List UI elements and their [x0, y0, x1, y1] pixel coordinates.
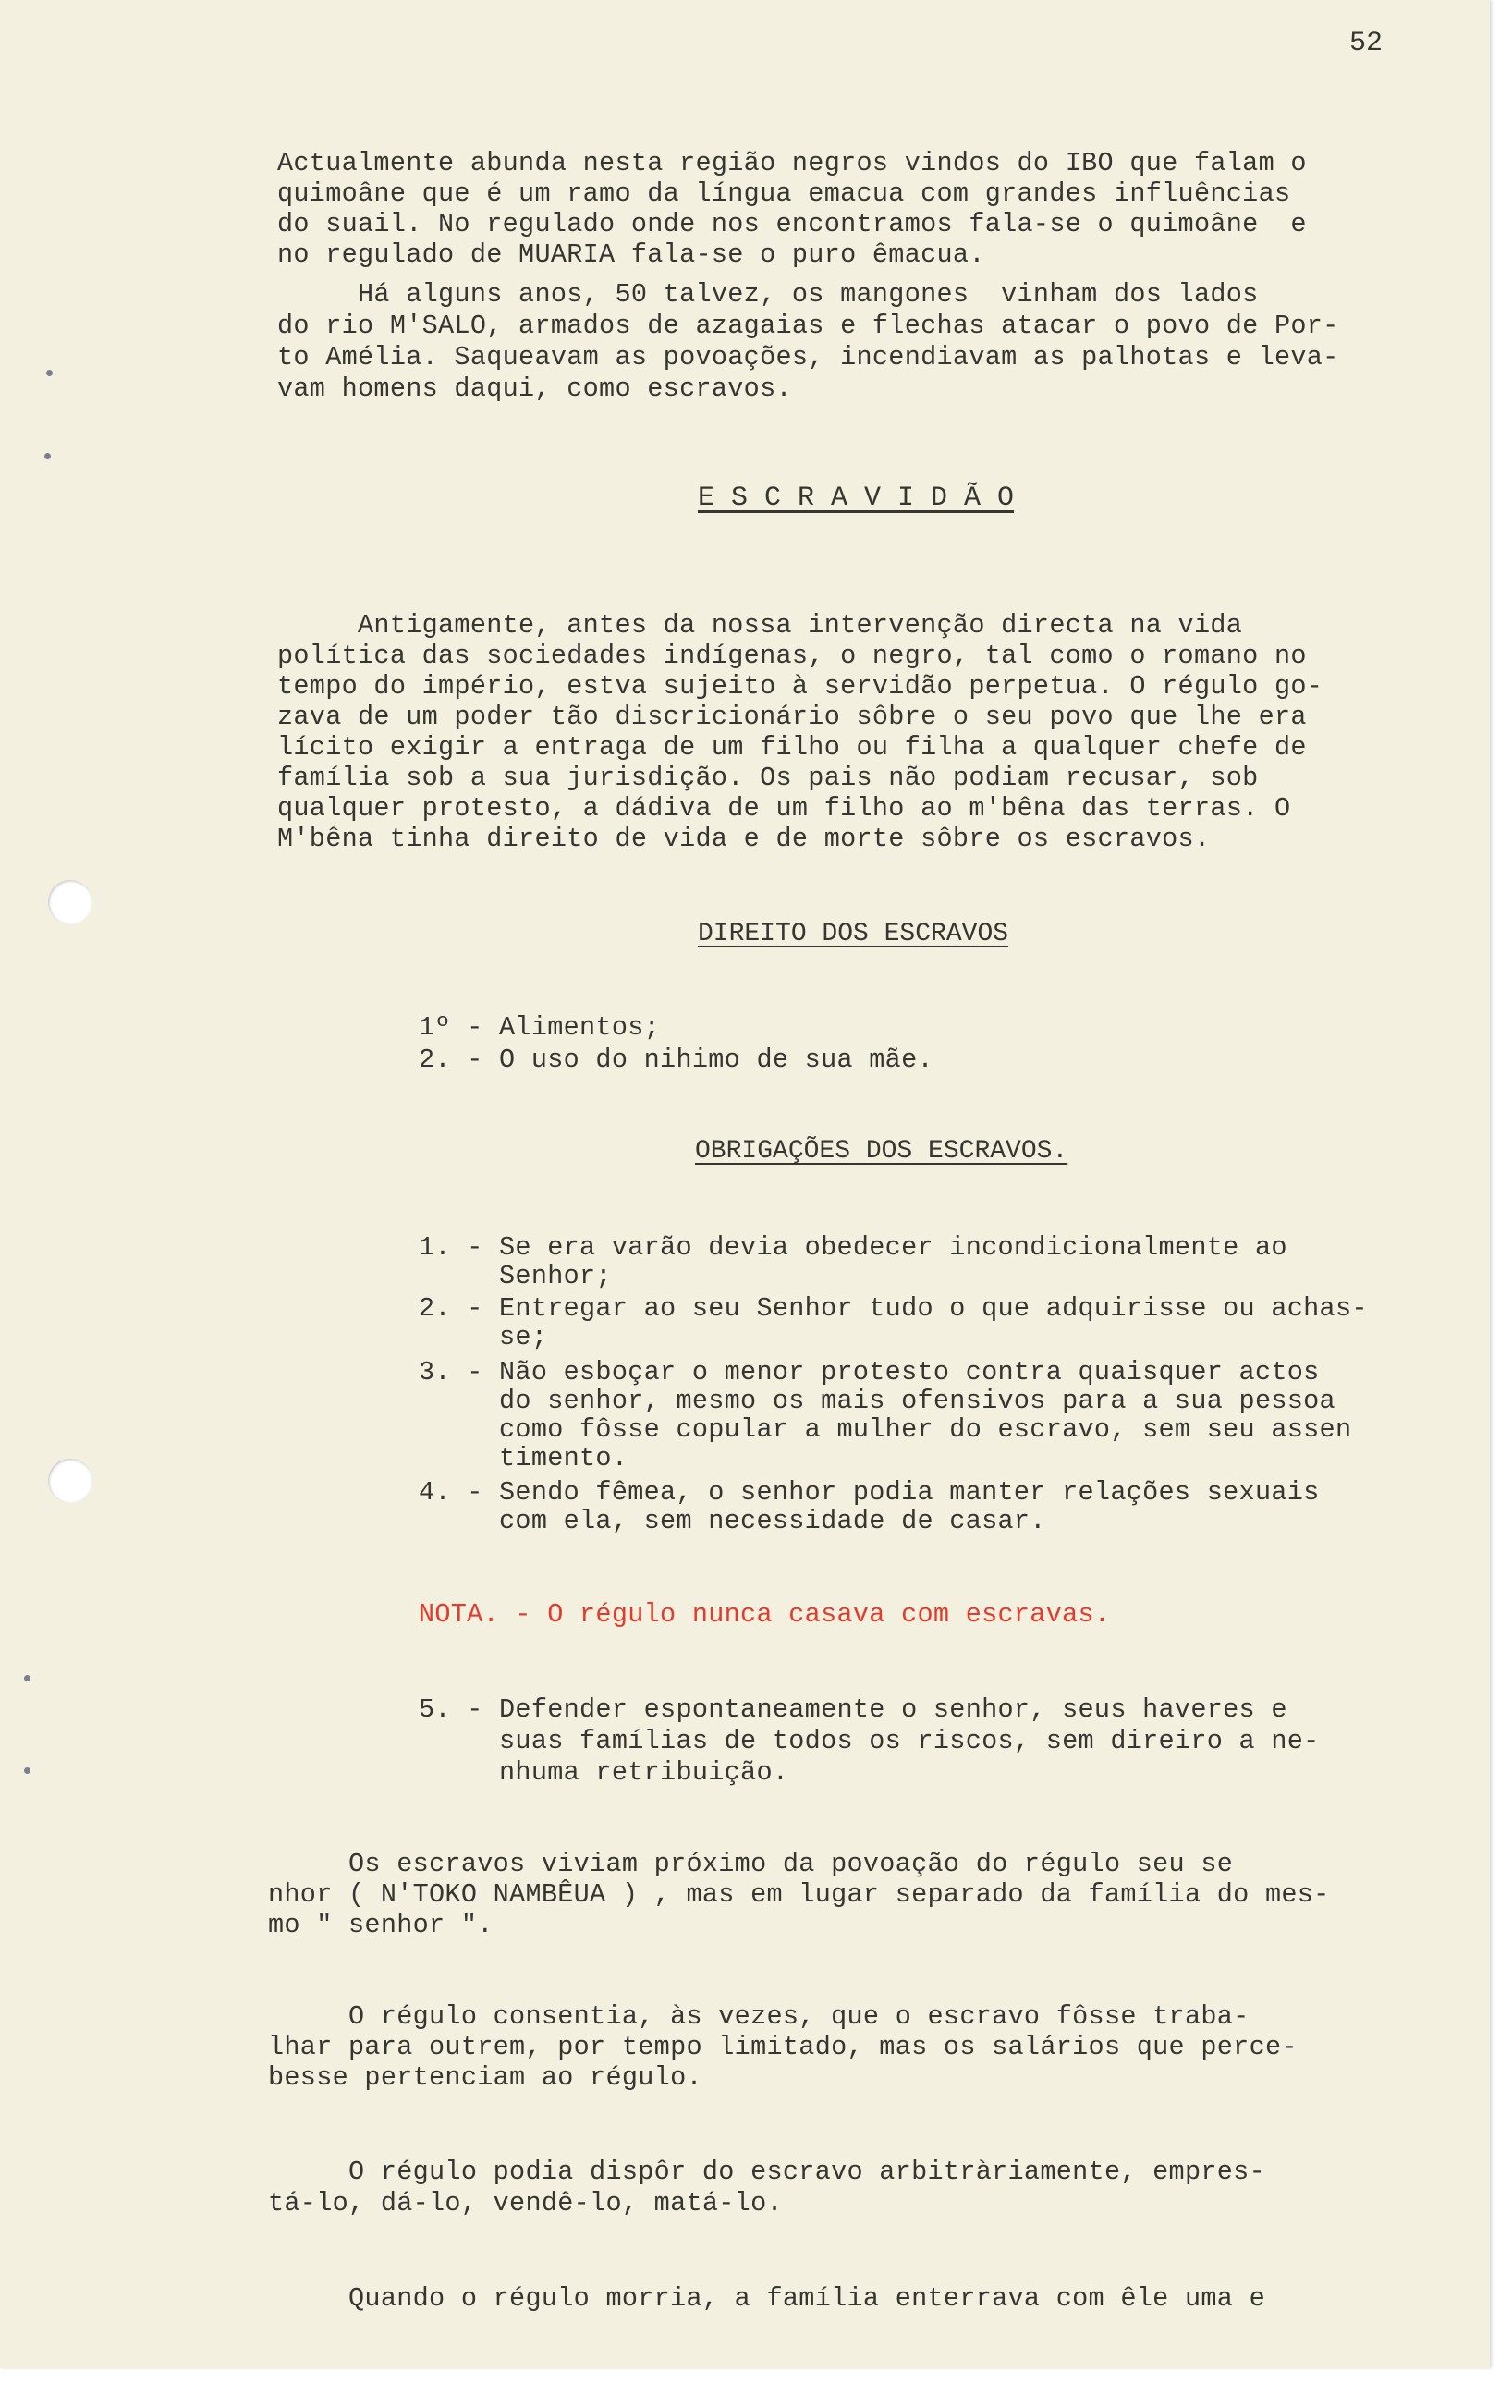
list-item: do senhor, mesmo os mais ofensivos para a sua pessoa [419, 1386, 1335, 1416]
list-item: 1º - Alimentos; [419, 1012, 661, 1043]
text-line: besse pertenciam ao régulo. [268, 2062, 702, 2093]
section-title: E S C R A V I D Ã O [698, 483, 1015, 514]
text-line: Os escravos viviam próximo da povoação do régulo seu se [268, 1849, 1234, 1879]
disposal-paragraph [268, 2157, 1265, 2279]
list-item: se; [419, 1322, 548, 1352]
text-line: tempo do império, estva sujeito à servidão perpetua. O régulo go- [277, 671, 1323, 702]
text-line: vam homens daqui, como escravos. [277, 373, 792, 404]
residence-paragraph [268, 1849, 1330, 2001]
text-line: qualquer protesto, a dádiva de um filho ao m'bêna das terras. O [277, 793, 1291, 824]
text-line: to Amélia. Saqueavam as povoações, incendiavam as palhotas e leva- [277, 342, 1339, 373]
slavery-paragraph [277, 610, 1323, 915]
death-paragraph [268, 2283, 1265, 2375]
text-line: zava de um poder tão discricionário sôbre o seu povo que lhe era [277, 702, 1307, 732]
work-paragraph [268, 2001, 1298, 2154]
text-line: M'bêna tinha direito de vida e de morte sôbre os escravos. [277, 824, 1211, 854]
list-item: 2. - Entregar ao seu Senhor tudo o que adquirisse ou achas- [419, 1293, 1368, 1324]
list-item: 2. - O uso do nihimo de sua mãe. [419, 1045, 933, 1075]
text-line: Actualmente abunda nesta região negros vindos do IBO que falam o [277, 148, 1307, 178]
list-item: 4. - Sendo fêmea, o senhor podia manter relações sexuais [419, 1477, 1320, 1508]
list-item: nhuma retribuição. [419, 1757, 789, 1788]
text-line: política das sociedades indígenas, o negro, tal como o romano no [277, 641, 1307, 671]
text-line: O régulo podia dispôr do escravo arbitràriamente, empres- [268, 2157, 1265, 2187]
text-line: lícito exigir a entraga de um filho ou filha a qualquer chefe de [277, 732, 1307, 763]
text-line: tá-lo, dá-lo, vendê-lo, matá-lo. [268, 2188, 783, 2219]
rights-title: DIREITO DOS ESCRAVOS [698, 920, 1009, 948]
list-item: com ela, sem necessidade de casar. [419, 1506, 1046, 1536]
speck [44, 453, 51, 459]
text-line: lhar para outrem, por tempo limitado, mas os salários que perce- [268, 2032, 1298, 2062]
punch-hole-bottom [48, 1459, 92, 1503]
obligations-title: OBRIGAÇÕES DOS ESCRAVOS. [695, 1137, 1068, 1166]
list-item: 1. - Se era varão devia obedecer incondicionalmente ao [419, 1232, 1287, 1263]
text-line: nhor ( N'TOKO NAMBÊUA ) , mas em lugar separado da família do mes- [268, 1879, 1330, 1910]
text-line: do rio M'SALO, armados de azagaias e flechas atacar o povo de Por- [277, 311, 1339, 341]
note: NOTA. - O régulo nunca casava com escravas. [419, 1599, 1111, 1630]
list-item: timento. [419, 1443, 628, 1473]
text-line: no regulado de MUARIA fala-se o puro êmacua. [277, 239, 985, 270]
text-line: O régulo consentia, às vezes, que o escravo fôsse traba- [268, 2001, 1250, 2032]
list-item: 3. - Não esboçar o menor protesto contra quaisquer actos [419, 1357, 1320, 1387]
list-item: 5. - Defender espontaneamente o senhor, seus haveres e [419, 1694, 1287, 1725]
text-line: família sob a sua jurisdição. Os pais não podiam recusar, sob [277, 763, 1259, 793]
punch-hole-top [48, 880, 92, 924]
text-line: Há alguns anos, 50 talvez, os mangones vinham dos lados [277, 279, 1259, 310]
list-item: como fôsse copular a mulher do escravo, sem seu assen [419, 1414, 1352, 1445]
text-line: do suail. No regulado onde nos encontramos fala-se o quimoâne e [277, 209, 1307, 239]
history-paragraph [277, 279, 1339, 462]
text-line: mo " senhor ". [268, 1910, 494, 1940]
speck [24, 1675, 30, 1681]
obligations-list [419, 1232, 1368, 1598]
text-line: Quando o régulo morria, a família enterrava com êle uma e [268, 2283, 1265, 2314]
text-line: quimoâne que é um ramo da língua emacua com grandes influências [277, 178, 1291, 209]
list-item: suas famílias de todos os riscos, sem direiro a ne- [419, 1726, 1320, 1756]
speck [46, 370, 53, 376]
speck [24, 1767, 30, 1774]
page-number: 52 [1349, 28, 1384, 59]
rights-list [419, 1012, 933, 1134]
list-item: Senhor; [419, 1261, 612, 1291]
obligation-5 [419, 1694, 1320, 1847]
text-line: Antigamente, antes da nossa intervenção directa na vida [277, 610, 1243, 641]
